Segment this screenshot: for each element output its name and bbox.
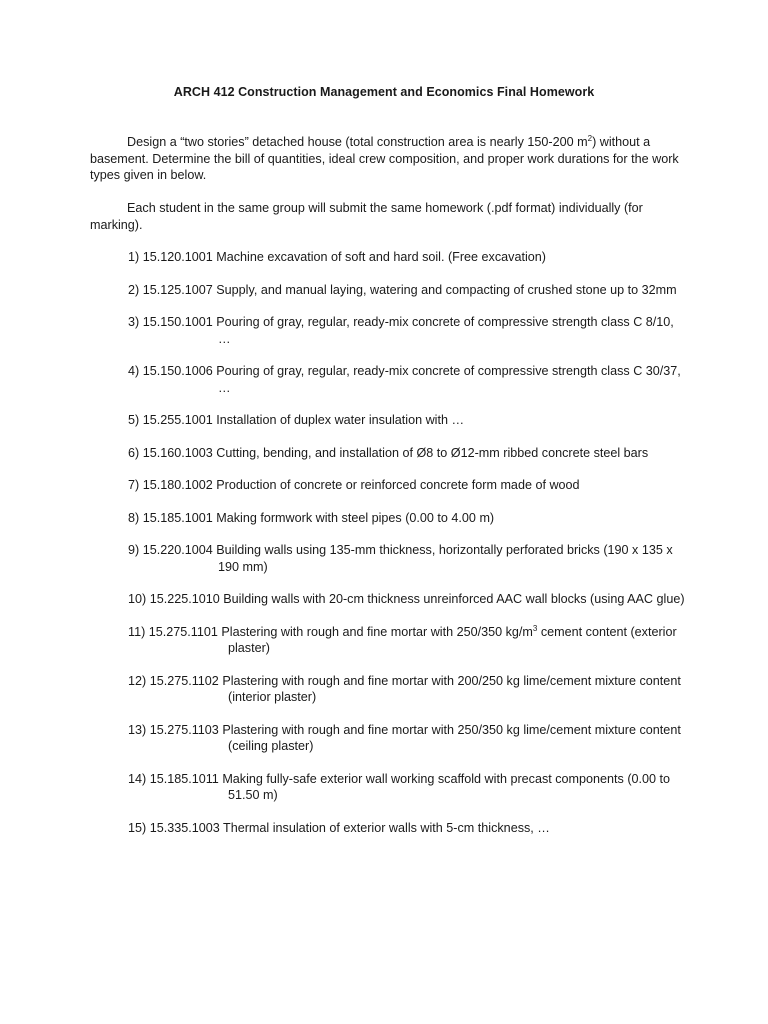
list-item [128,249,688,266]
item-code: 15.275.1103 [149,722,219,737]
item-text: Plastering with rough and fine mortar with 250/350 kg lime/cement mixture content (ceiling plaster) [222,722,681,753]
intro-text-part2: ) without a basement. Determine the bill of quantities, ideal crew composition, and proper work durations for the work types given in below. [90,135,679,182]
item-code: 15.275.1102 [149,673,219,688]
item-text: Building walls using 135-mm thickness, horizontally perforated bricks (190 x 135 x 190 mm) [216,543,673,574]
work-items-list [128,249,688,852]
item-code: 15.255.1001 [142,413,213,427]
document-title: ARCH 412 Construction Management and Economics Final Homework [173,85,595,99]
list-item [128,314,688,347]
item-text: Pouring of gray, regular, ready-mix concrete of compressive strength class C 30/37, … [216,364,681,395]
item-text: Cutting, bending, and installation of Ø8 to Ø12-mm ribbed concrete steel bars [216,445,649,460]
submission-paragraph: Each student in the same group will submit the same homework (.pdf format) individually (for marking). [90,201,643,232]
intro-text-part1: Design a “two stories” detached house (total construction area is nearly 150-200 m [127,135,588,149]
list-item [128,445,688,462]
intro-paragraph [90,134,682,184]
item-text: Making formwork with steel pipes (0.00 to 4.00 m) [216,510,495,525]
item-text-part1: Plastering with rough and fine mortar with 250/350 kg/m [221,624,533,639]
item-text: Machine excavation of soft and hard soil. (Free excavation) [216,250,546,264]
item-number: 5) [128,413,140,427]
intro-superscript: 2 [587,134,593,143]
list-item [128,624,688,657]
item-number: 10) [128,592,147,606]
item-number: 2) [128,282,140,297]
item-code: 15.160.1003 [142,445,213,460]
item-number: 6) [128,445,140,460]
item-text: Production of concrete or reinforced concrete form made of wood [216,478,580,492]
item-number: 8) [128,510,140,525]
item-code: 15.120.1001 [142,250,213,264]
item-number: 1) [128,250,140,264]
item-text: Installation of duplex water insulation with … [216,413,465,427]
item-number: 3) [128,315,140,329]
item-number: 12) [128,673,147,688]
item-number: 14) [128,771,147,786]
list-item [128,771,688,804]
item-code: 15.220.1004 [142,543,213,557]
item-code: 15.180.1002 [142,478,213,492]
item-number: 11) [128,624,146,639]
list-item [128,673,688,706]
item-text: Building walls with 20-cm thickness unreinforced AAC wall blocks (using AAC glue) [223,592,685,606]
list-item [128,542,688,575]
item-text: Pouring of gray, regular, ready-mix concrete of compressive strength class C 8/10, … [216,315,674,346]
item-number: 13) [128,722,147,737]
item-code: 15.275.1101 [148,624,218,639]
item-text: Supply, and manual laying, watering and compacting of crushed stone up to 32mm [216,282,677,297]
item-text-part2: cement content (exterior plaster) [228,624,677,655]
item-text: Thermal insulation of exterior walls with 5-cm thickness, … [223,820,550,835]
item-code: 15.125.1007 [142,282,213,297]
item-superscript: 3 [532,623,538,633]
item-code: 15.185.1011 [149,771,219,786]
item-number: 15) [128,820,147,835]
item-number: 4) [128,364,140,378]
item-number: 9) [128,543,140,557]
list-item [128,412,688,429]
item-code: 15.185.1001 [142,510,213,525]
item-code: 15.150.1006 [142,364,213,378]
item-number: 7) [128,478,140,492]
list-item [128,363,688,396]
list-item [128,282,688,299]
list-item [128,477,688,494]
item-code: 15.225.1010 [149,592,220,606]
list-item [128,722,688,755]
item-code: 15.335.1003 [149,820,220,835]
item-code: 15.150.1001 [142,315,213,329]
item-text: Making fully-safe exterior wall working scaffold with precast components (0.00 to 51.50 m) [222,771,671,802]
list-item [128,820,688,837]
item-text: Plastering with rough and fine mortar with 200/250 kg lime/cement mixture content (interior plaster) [222,673,681,704]
list-item [128,591,688,608]
list-item [128,510,688,527]
